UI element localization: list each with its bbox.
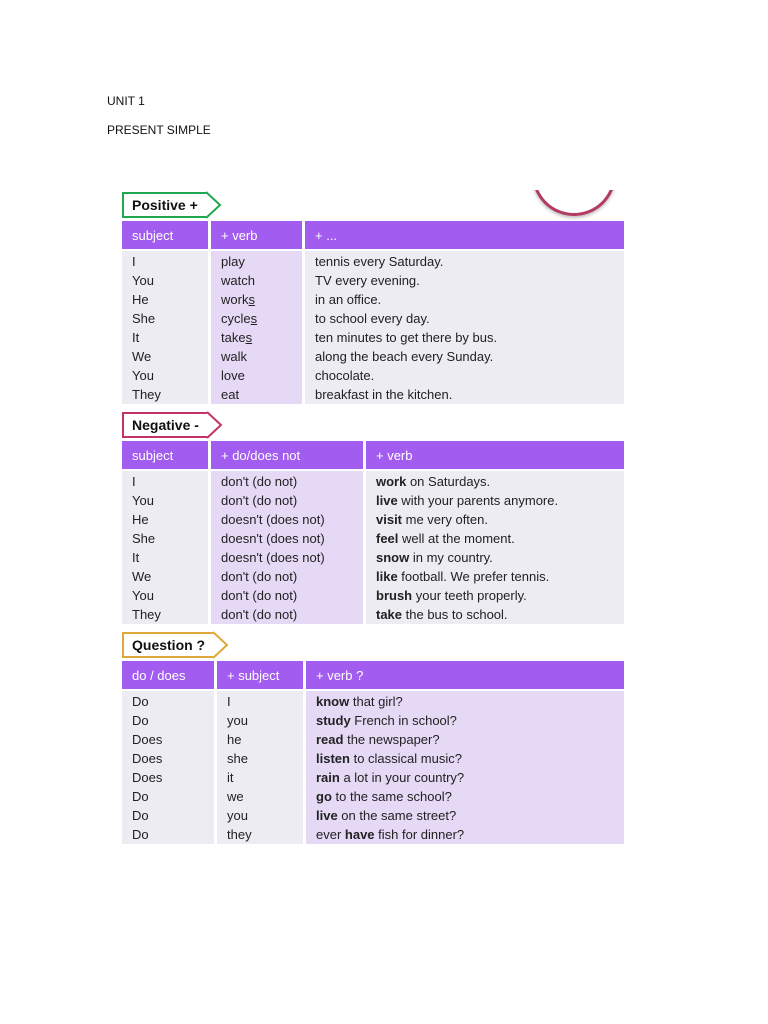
question-table [122, 661, 624, 844]
question-subject-cell: I [227, 694, 231, 709]
positive-rest-cell: in an office. [315, 292, 382, 307]
negative-aux-cell: doesn't (does not) [221, 550, 325, 565]
positive-verb-cell: walk [221, 349, 248, 364]
positive-rest-cell: ten minutes to get there by bus. [315, 330, 498, 345]
negative-verb-cell: snow in my country. [376, 550, 493, 565]
question-verb-cell: read the newspaper? [316, 732, 440, 747]
question-tag-label: Question ? [122, 632, 213, 658]
positive-subject-cell: We [132, 349, 152, 364]
positive-verb-cell: eat [221, 387, 240, 402]
positive-verb-column [211, 251, 305, 404]
question-verb-cell: live on the same street? [316, 808, 457, 823]
positive-subject-cell: You [132, 368, 154, 383]
negative-table [122, 441, 624, 624]
negative-subject-cell: You [132, 588, 154, 603]
negative-aux-cell: doesn't (does not) [221, 512, 325, 527]
positive-verb-cell: love [221, 368, 245, 383]
question-aux-cell: Do [132, 713, 149, 728]
positive-subject-cell: You [132, 273, 154, 288]
positive-rest-cell: along the beach every Sunday. [315, 349, 494, 364]
negative-subject-cell: They [132, 607, 161, 622]
negative-subject-cell: You [132, 493, 154, 508]
positive-subject-cell: They [132, 387, 161, 402]
question-header-subject: + subject [217, 661, 306, 689]
question-verb-cell: ever have fish for dinner? [316, 827, 465, 842]
question-aux-cell: Does [132, 770, 163, 785]
positive-subject-column [122, 251, 211, 404]
negative-verb-cell: take the bus to school. [376, 607, 508, 622]
question-verb-cell: know that girl? [316, 694, 403, 709]
question-header-aux: do / does [122, 661, 217, 689]
positive-rest-column [305, 251, 624, 404]
positive-verb-cell: cycles [221, 311, 258, 326]
negative-verb-cell: live with your parents anymore. [376, 493, 559, 508]
negative-tag [122, 411, 207, 439]
positive-verb-cell: watch [221, 273, 255, 288]
question-aux-cell: Do [132, 808, 149, 823]
positive-subject-cell: He [132, 292, 149, 307]
positive-tag [122, 191, 206, 219]
question-aux-column [122, 691, 217, 844]
negative-aux-cell: don't (do not) [221, 493, 298, 508]
negative-aux-column [211, 471, 366, 624]
positive-subject-cell: I [132, 254, 136, 269]
unit-heading: UNIT 1 [107, 94, 145, 108]
positive-rest-cell: breakfast in the kitchen. [315, 387, 453, 402]
question-aux-cell: Does [132, 732, 163, 747]
question-subject-cell: they [227, 827, 252, 842]
question-header-verb: + verb ? [316, 667, 364, 683]
positive-tag-label: Positive + [122, 192, 206, 218]
negative-header-subject: subject [122, 441, 211, 469]
negative-verb-cell: work on Saturdays. [376, 474, 491, 489]
negative-verb-cell: brush your teeth properly. [376, 588, 527, 603]
question-subject-cell: you [227, 713, 248, 728]
negative-aux-cell: don't (do not) [221, 569, 298, 584]
positive-header-subject: subject [122, 221, 211, 249]
question-aux-cell: Do [132, 789, 149, 804]
negative-aux-cell: don't (do not) [221, 607, 298, 622]
question-subject-cell: he [227, 732, 242, 747]
question-aux-cell: Does [132, 751, 163, 766]
positive-header-rest: + ... [315, 227, 338, 243]
negative-header-aux: + do/does not [211, 441, 366, 469]
decorative-ring [520, 190, 630, 220]
question-verb-cell: listen to classical music? [316, 751, 462, 766]
question-subject-cell: it [227, 770, 234, 785]
question-verb-cell: go to the same school? [316, 789, 452, 804]
negative-tag-label: Negative - [122, 412, 207, 438]
negative-subject-column [122, 471, 211, 624]
question-aux-cell: Do [132, 827, 149, 842]
question-subject-cell: she [227, 751, 248, 766]
question-subject-cell: we [227, 789, 244, 804]
question-verb-cell: study French in school? [316, 713, 457, 728]
negative-header-verb: + verb [376, 447, 413, 463]
positive-subject-cell: It [132, 330, 140, 345]
negative-verb-cell: visit me very often. [376, 512, 488, 527]
negative-verb-cell: feel well at the moment. [376, 531, 515, 546]
positive-subject-cell: She [132, 311, 156, 326]
negative-verb-cell: like football. We prefer tennis. [376, 569, 550, 584]
question-verb-cell: rain a lot in your country? [316, 770, 465, 785]
positive-table [122, 221, 624, 404]
question-aux-cell: Do [132, 694, 149, 709]
negative-subject-cell: She [132, 531, 156, 546]
question-subject-column [217, 691, 306, 844]
positive-rest-cell: to school every day. [315, 311, 430, 326]
negative-aux-cell: doesn't (does not) [221, 531, 325, 546]
negative-aux-cell: don't (do not) [221, 588, 298, 603]
positive-verb-cell: play [221, 254, 245, 269]
question-verb-column [306, 691, 624, 844]
negative-aux-cell: don't (do not) [221, 474, 298, 489]
negative-subject-cell: We [132, 569, 152, 584]
negative-subject-cell: It [132, 550, 140, 565]
question-subject-cell: you [227, 808, 248, 823]
negative-subject-cell: I [132, 474, 136, 489]
positive-rest-cell: TV every evening. [315, 273, 420, 288]
negative-subject-cell: He [132, 512, 149, 527]
topic-heading: PRESENT SIMPLE [107, 123, 211, 137]
positive-verb-cell: works [221, 292, 255, 307]
negative-verb-column [366, 471, 624, 624]
positive-rest-cell: chocolate. [315, 368, 375, 383]
positive-rest-cell: tennis every Saturday. [315, 254, 444, 269]
question-tag [122, 631, 213, 659]
positive-verb-cell: takes [221, 330, 253, 345]
positive-header-verb: + verb [211, 221, 305, 249]
